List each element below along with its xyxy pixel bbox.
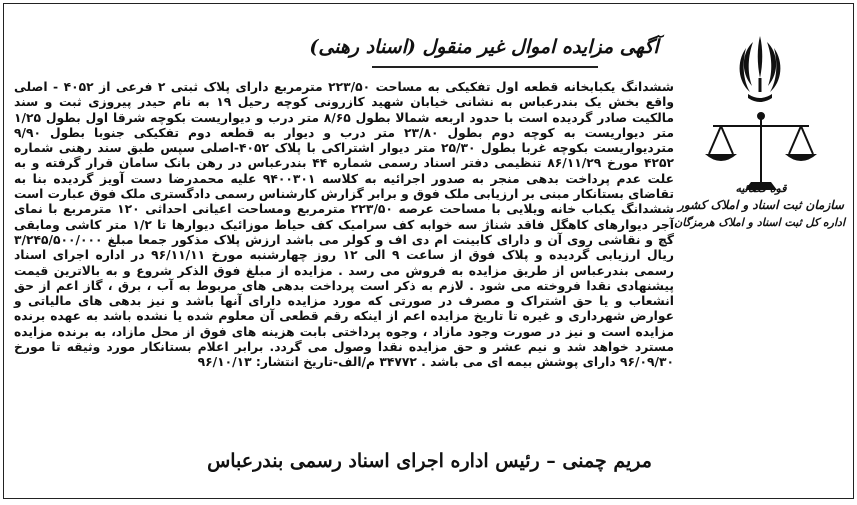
org-name-line2: اداره کل ثبت اسناد و املاک هرمزگان <box>674 216 845 229</box>
signature-line: مریم چمنی – رئیس اداره اجرای اسناد رسمی بندرعباس <box>207 450 652 472</box>
title-underline <box>372 66 598 68</box>
notice-title: آگهی مزایده اموال غیر منقول (اسناد رهنی) <box>309 36 659 58</box>
iran-emblem-icon <box>734 34 786 106</box>
notice-body: ششدانگ یکبابخانه قطعه اول تفکیکی به مساحت ۲۲۳/۵۰ مترمربع دارای پلاک ثبتی ۲ فرعی از ۴۰۵۲ - اصلی واقع بخش یک بندرعباس به نشانی خیابان شهید کازرونی کوچه رحیل ۱۹ به نام حیدر پیروزی ثبت و سند مالکیت صادر گردیده است با حدود اربعه شمالا بطول ۸/۶۵ متر درب و دیواریست بکوچه شرقا اول بطول ۱/۲۵ متر دیواریست به کوچه دوم بطول ۲۳/۸۰ متر درب و دیوار به قطعه دوم تفکیکی جنوبا بطول ۹/۹۰ متردیواریست بکوچه غربا بطول ۲۵/۳۰ متر دیوار اشتراکی با پلاک ۴۰۵۲-اصلی سپس طبق سند رهنی شماره ۴۲۵۲ مورخ ۸۶/۱۱/۲۹ تنظیمی دفتر اسناد رسمی شماره ۴۴ بندرعباس در رهن بانک سامان قرار گرفته و به علت عدم پرداخت بدهی منجر به صدور اجرائیه به کلاسه ۹۴۰۰۳۰۱ علیه محمدرضا دست آویز گردیده بنا به تقاضای بستانکار مبنی بر ارزیابی ملک فوق و برابر گزارش کارشناس رسمی دادگستری ملک فوق عبارت است ششدانگ یکباب خانه ویلایی با مساحت عرصه ۲۲۳/۵۰ مترمربع ومساحت اعیانی احداثی ۱۲۰ مترمربع با نمای آجر دیوارهای کاهگل فاقد شناژ سه خوابه کف سرامیک کف حیاط موزائیک دیوارها تا ۱/۲ متر کاشی ومابقی گچ و نقاشی روی آن و دارای کابینت ام دی اف و کولر می باشد ارزش پلاک مذکور جمعا مبلغ ۳/۲۴۵/۵۰۰/۰۰۰ ریال ارزیابی گردیده و پلاک فوق از ساعت ۹ الی ۱۲ روز چهارشنبه مورخ ۹۶/۱۱/۱۱ در اداره اجرای اسناد رسمی بندرعباس از طریق مزایده به فروش می رسد . مزایده از مبلغ فوق الذکر شروع و به بالاترین قیمت پیشنهادی نقدا فروخته می شود . لازم به ذکر است پرداخت بدهی های مربوط به آب ، برق ، گاز اعم از حق انشعاب و یا حق اشتراک و مصرف در صورتی که مورد مزایده دارای آنها باشد و نیز بدهی های مالیاتی و عوارض شهرداری و غیره تا تاریخ مزایده اعم از اینکه رقم قطعی آن معلوم شده یا نشده باشد به عهده برنده مزایده است و نیز در صورت وجود مازاد ، وجوه پرداختی بابت هزینه های فوق از محل مازاد، به برنده مزایده مسترد خواهد شد و نیم عشر و حق مزایده نقدا وصول می گردد. برابر اعلام بستانکار مورد وثیقه تا مورخ ۹۶/۰۹/۳۰ دارای پوشش بیمه ای می باشد . ۳۴۷۷۲ م/الف-تاریخ انتشار: ۹۶/۱۰/۱۳ <box>14 80 675 370</box>
judiciary-label: قوه قضائیه <box>735 182 787 195</box>
emblem-block <box>674 32 845 272</box>
org-name-line1: سازمان ثبت اسناد و املاک کشور <box>678 198 844 212</box>
notice-page <box>3 3 854 499</box>
